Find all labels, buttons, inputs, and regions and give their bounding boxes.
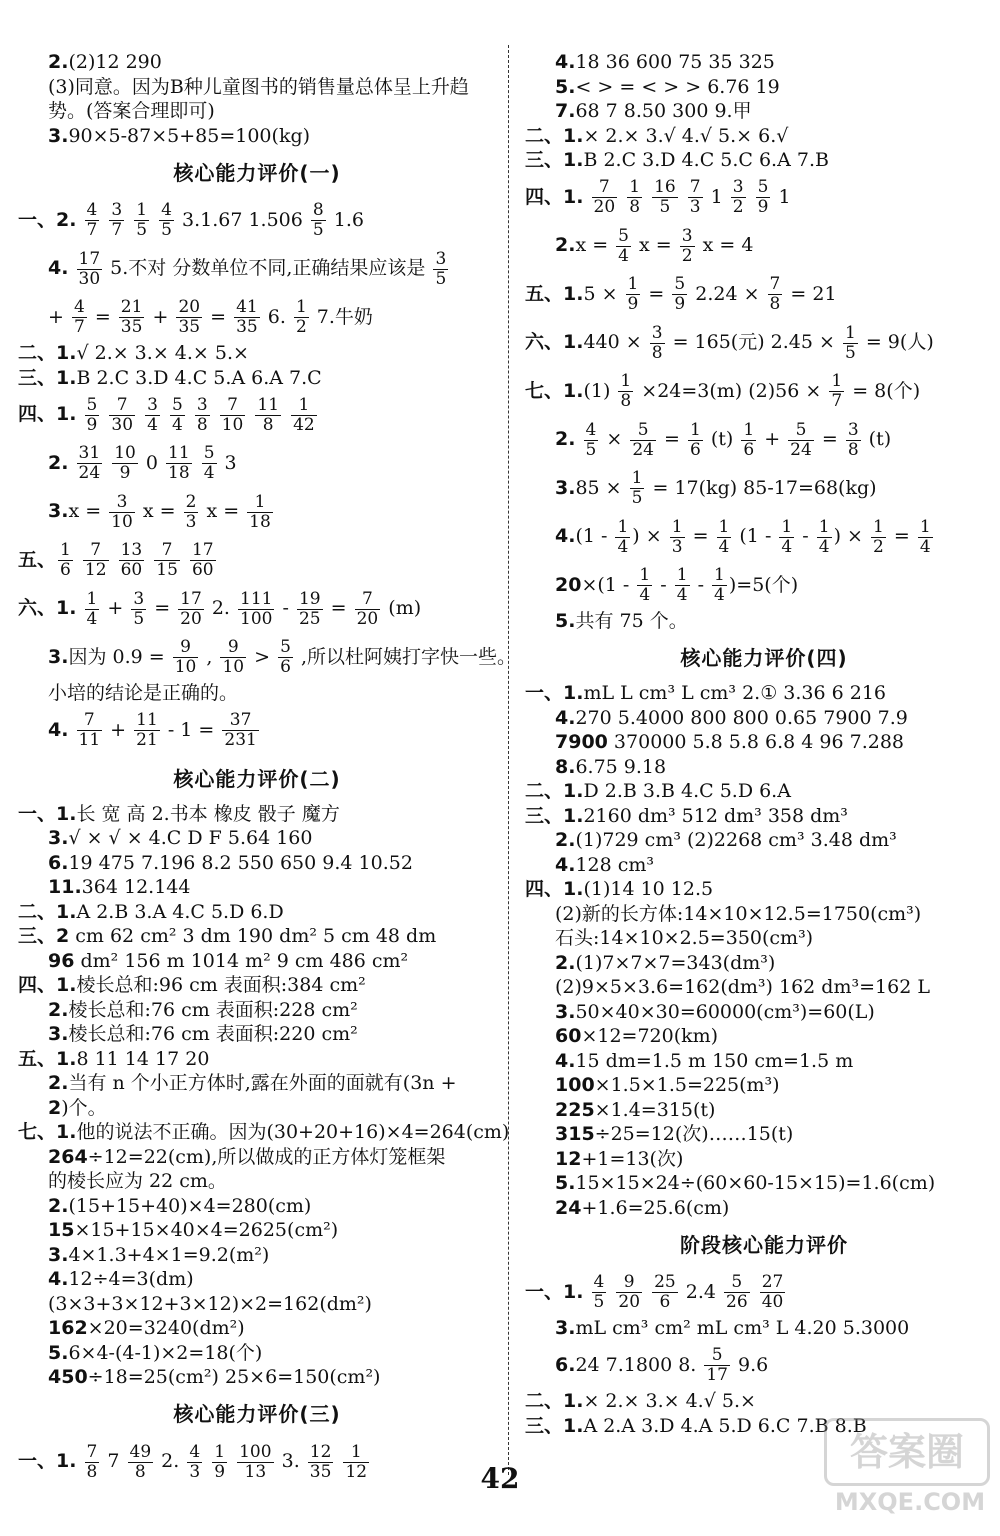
answer-line: 二、1.√ 2.× 3.× 4.× 5.× [18, 342, 249, 364]
fraction: $\frac{3}{8}$ [847, 419, 859, 460]
right-column [525, 50, 1000, 1438]
answer-line: 315÷25=12(次)……15(t) [555, 1123, 794, 1145]
answer-line: 8.6.75 9.18 [555, 755, 667, 778]
fraction: $\frac{41}{35}$ [236, 297, 258, 337]
answer-line: 2.棱长总和:76 cm 表面积:228 cm² [48, 998, 358, 1021]
fraction: $\frac{1}{4}$ [676, 565, 688, 605]
answer-line: 五、 $\frac{1}{6}$ $\frac{7}{12}$ $\frac{13}{60}$ $\frac{7}{15}$ $\frac{17}{60}$ [18, 540, 214, 580]
answer-line: 二、1.× 2.× 3.× 4.√ 5.× [525, 1390, 756, 1412]
fraction: $\frac{10}{9}$ [114, 443, 136, 483]
answer-line: 4.18 36 600 75 35 325 [555, 51, 775, 73]
answer-line: 七、1.(1) $\frac{1}{8}$ ×24=3(m) (2)56 × $\frac{1}{7}$ = 8(个) [525, 371, 921, 411]
answer-line: 三、1.B 2.C 3.D 4.C 5.C 6.A 7.B [525, 149, 829, 171]
answer-line: 6.19 475 7.196 8.2 550 650 9.4 10.52 [48, 851, 413, 874]
answer-line: 4.270 5.4000 800 800 0.65 7900 7.9 [555, 706, 908, 729]
fraction: $\frac{1}{6}$ [689, 419, 701, 460]
fraction: $\frac{4}{7}$ [73, 297, 85, 337]
fraction: $\frac{12}{35}$ [309, 1441, 332, 1482]
fraction: $\frac{5}{26}$ [726, 1272, 748, 1312]
fraction: $\frac{3}{2}$ [681, 225, 693, 266]
fraction: $\frac{17}{60}$ [191, 540, 214, 580]
answer-line: 二、1.D 2.B 3.B 4.C 5.D 6.A [525, 780, 791, 802]
fraction: $\frac{1}{12}$ [345, 1441, 368, 1482]
answer-line: 450÷18=25(cm²) 25×6=150(cm²) [48, 1366, 381, 1388]
answer-line: 2)个。 [48, 1096, 107, 1119]
answer-line: 小培的结论是正确的。 [48, 682, 239, 704]
page-number: 42 [480, 1462, 520, 1495]
answer-line: 四、1.棱长总和:96 cm 表面积:384 cm² [18, 974, 366, 996]
fraction: $\frac{3}{5}$ [133, 588, 145, 629]
fraction: $\frac{3}{2}$ [732, 177, 744, 217]
answer-line: 100×1.5×1.5=225(m³) [555, 1074, 780, 1096]
answer-line: 4. $\frac{17}{30}$ 5.不对 分数单位不同,正确结果应该是 $\frac{3}{5}$ [48, 248, 447, 289]
answer-line: 2.当有 n 个小正方体时,露在外面的面就有(3n + [48, 1072, 457, 1094]
answer-line: 2.(15+15+40)×4=280(cm) [48, 1194, 312, 1217]
fraction: $\frac{1}{5}$ [844, 322, 856, 363]
fraction: $\frac{2}{3}$ [185, 491, 197, 532]
fraction: $\frac{7}{20}$ [593, 177, 616, 217]
answer-line: 20×(1 - $\frac{1}{4}$ - $\frac{1}{4}$ - $\frac{1}{4}$ )=5(个) [555, 565, 799, 605]
fraction: $\frac{5}{24}$ [632, 419, 654, 460]
answer-line: 2. $\frac{4}{5}$ × $\frac{5}{24}$ = $\frac{1}{6}$ (t) $\frac{1}{6}$ + $\frac{5}{24}$ = $\frac{3}{8}$ (t) [555, 419, 892, 460]
fraction: $\frac{1}{6}$ [743, 419, 755, 460]
fraction: $\frac{1}{5}$ [136, 200, 148, 240]
answer-line: 五、1.8 11 14 17 20 [18, 1047, 210, 1070]
fraction: $\frac{111}{100}$ [240, 588, 273, 629]
left-column [18, 50, 517, 1486]
answer-line: 5.共有 75 个。 [555, 610, 688, 632]
fraction: $\frac{31}{24}$ [78, 443, 101, 483]
fraction: $\frac{1}{8}$ [620, 371, 632, 411]
answer-line: 12+1=13(次) [555, 1147, 684, 1170]
answer-line: 4.128 cm³ [555, 853, 655, 876]
fraction: $\frac{1}{4}$ [639, 565, 651, 605]
fraction: $\frac{1}{8}$ [629, 177, 641, 217]
fraction: $\frac{3}{8}$ [196, 394, 208, 435]
fraction: $\frac{8}{5}$ [312, 200, 324, 240]
answer-line: 七、1.他的说法不正确。因为(30+20+16)×4=264(cm) [18, 1121, 510, 1143]
answer-line: 六、1.440 × $\frac{3}{8}$ = 165(元) 2.45 × $\frac{1}{5}$ = 9(人) [525, 322, 934, 363]
answer-line: 二、1.× 2.× 3.√ 4.√ 5.× 6.√ [525, 124, 789, 147]
fraction: $\frac{25}{6}$ [654, 1272, 676, 1312]
answer-line: 三、1.B 2.C 3.D 4.C 5.A 6.A 7.C [18, 366, 322, 389]
fraction: $\frac{9}{10}$ [174, 637, 197, 677]
answer-line: 5.< > = < > > 6.76 19 [555, 75, 780, 98]
fraction: $\frac{1}{42}$ [293, 394, 315, 435]
section-title: 核心能力评价(三) [173, 1402, 341, 1426]
fraction: $\frac{17}{20}$ [180, 588, 202, 629]
fraction: $\frac{1}{9}$ [627, 274, 639, 314]
answer-line: (3)同意。因为B种儿童图书的销售量总体呈上升趋 [48, 75, 469, 98]
answer-line: 3.50×40×30=60000(cm³)=60(L) [555, 1000, 875, 1023]
fraction: $\frac{5}{9}$ [86, 394, 98, 435]
answer-line: 三、2 cm 62 cm² 3 dm 190 dm² 5 cm 48 dm [18, 925, 437, 947]
answer-line: 7900 370000 5.8 5.8 6.8 4 96 7.288 [555, 731, 905, 753]
answer-line: 96 dm² 156 m 1014 m² 9 cm 486 cm² [48, 949, 409, 972]
fraction: $\frac{4}{5}$ [161, 200, 172, 240]
answer-line: 3.4×1.3+4×1=9.2(m²) [48, 1243, 270, 1266]
answer-line: 5.15×15×24÷(60×60-15×15)=1.6(cm) [555, 1172, 936, 1194]
fraction: $\frac{1}{4}$ [86, 588, 98, 629]
answer-line: 三、1.2160 dm³ 512 dm³ 358 dm³ [525, 804, 848, 827]
fraction: $\frac{1}{5}$ [631, 468, 643, 508]
fraction: $\frac{5}{24}$ [790, 419, 812, 460]
fraction: $\frac{37}{231}$ [224, 710, 257, 750]
answer-line: 15×15+15×40×4=2625(cm²) [48, 1219, 339, 1241]
fraction: $\frac{11}{8}$ [257, 394, 280, 435]
answer-line: 2.(2)12 290 [48, 51, 162, 73]
section-title: 核心能力评价(二) [173, 766, 341, 791]
fraction: $\frac{1}{4}$ [617, 516, 629, 557]
fraction: $\frac{7}{8}$ [86, 1441, 98, 1482]
fraction: $\frac{4}{7}$ [86, 200, 98, 240]
answer-line: 四、1. $\frac{5}{9}$ $\frac{7}{30}$ $\frac{3}{4}$ $\frac{5}{4}$ $\frac{3}{8}$ $\frac{7}{10}$ $\frac{11}{8}$ $\frac{1}{42}$ [18, 394, 315, 435]
fraction: $\frac{1}{9}$ [214, 1441, 226, 1482]
answer-line: 一、1. $\frac{4}{5}$ $\frac{9}{20}$ $\frac{25}{6}$ 2.4 $\frac{5}{26}$ $\frac{27}{40}$ [525, 1272, 784, 1312]
fraction: $\frac{4}{3}$ [189, 1441, 201, 1482]
answer-line: 四、1. $\frac{7}{20}$ $\frac{1}{8}$ $\frac{16}{5}$ $\frac{7}{3}$ 1 $\frac{3}{2}$ $\frac{5}{9}$ 1 [525, 177, 791, 217]
watermark-url: MXQE.COM [834, 1488, 986, 1516]
answer-line: 7.68 7 8.50 300 9.甲 [555, 100, 752, 122]
fraction: $\frac{16}{5}$ [654, 177, 676, 217]
column-divider [508, 45, 509, 1475]
answer-line: 的棱长应为 22 cm。 [48, 1170, 227, 1192]
fraction: $\frac{7}{8}$ [769, 274, 781, 314]
fraction: $\frac{1}{4}$ [781, 516, 793, 557]
answer-line: 一、2. $\frac{4}{7}$ $\frac{3}{7}$ $\frac{1}{5}$ $\frac{4}{5}$ 3.1.67 1.506 $\frac{8}{5}$ 1.6 [18, 200, 364, 240]
answer-line: 四、1.(1)14 10 12.5 [525, 878, 714, 900]
answer-line: 六、1. $\frac{1}{4}$ + $\frac{3}{5}$ = $\frac{17}{20}$ 2. $\frac{111}{100}$ - $\frac{19}{25}$ = $\frac{7}{20}$ (m) [18, 588, 422, 629]
fraction: $\frac{3}{8}$ [651, 322, 663, 363]
answer-line: + $\frac{4}{7}$ = $\frac{21}{35}$ + $\frac{20}{35}$ = $\frac{41}{35}$ 6. $\frac{1}{2}$ 7.牛奶 [48, 297, 373, 337]
answer-line: 一、1. $\frac{7}{8}$ 7 $\frac{49}{8}$ 2. $\frac{4}{3}$ $\frac{1}{9}$ $\frac{100}{13}$ 3. $\frac{12}{35}$ $\frac{1}{12}$ [18, 1441, 368, 1482]
answer-line: 三、1.A 2.A 3.D 4.A 5.D 6.C 7.B 8.B [525, 1414, 867, 1437]
fraction: $\frac{1}{7}$ [831, 371, 843, 411]
fraction: $\frac{9}{20}$ [618, 1272, 641, 1312]
answer-line: 225×1.4=315(t) [555, 1098, 716, 1121]
fraction: $\frac{1}{3}$ [671, 516, 683, 557]
fraction: $\frac{1}{2}$ [872, 516, 884, 557]
answer-line: 3.√ × √ × 4.C D F 5.64 160 [48, 827, 313, 849]
fraction: $\frac{19}{25}$ [298, 588, 321, 629]
answer-line: 势。(答案合理即可) [48, 100, 215, 122]
answer-line: 3.90×5-87×5+85=100(kg) [48, 124, 311, 147]
fraction: $\frac{5}{9}$ [757, 177, 769, 217]
fraction: $\frac{1}{4}$ [718, 516, 730, 557]
answer-line: 4. $\frac{7}{11}$ + $\frac{11}{21}$ - 1 = $\frac{37}{231}$ [48, 710, 257, 750]
section-title: 核心能力评价(四) [680, 646, 848, 670]
answer-line: 6.24 7.1800 8. $\frac{5}{17}$ 9.6 [555, 1345, 769, 1385]
fraction: $\frac{5}{4}$ [618, 225, 629, 266]
fraction: $\frac{4}{5}$ [593, 1272, 605, 1312]
fraction: $\frac{1}{4}$ [714, 565, 725, 605]
fraction: $\frac{1}{4}$ [919, 516, 931, 557]
fraction: $\frac{13}{60}$ [120, 540, 143, 580]
fraction: $\frac{7}{11}$ [78, 710, 101, 750]
answer-line: 5.6×4-(4-1)×2=18(个) [48, 1341, 263, 1364]
fraction: $\frac{7}{30}$ [111, 394, 134, 435]
answer-line: 一、1.mL L cm³ L cm³ 2.① 3.36 6 216 [525, 682, 887, 704]
fraction: $\frac{5}{4}$ [203, 443, 215, 483]
fraction: $\frac{3}{4}$ [147, 394, 158, 435]
answer-line: 264÷12=22(cm),所以做成的正方体灯笼框架 [48, 1145, 446, 1168]
fraction: $\frac{4}{5}$ [585, 419, 597, 460]
watermark-logo: 答案圈 [824, 1418, 990, 1486]
section-title: 阶段核心能力评价 [680, 1232, 848, 1257]
answer-line: 3.85 × $\frac{1}{5}$ = 17(kg) 85-17=68(kg) [555, 468, 877, 508]
fraction: $\frac{7}{20}$ [356, 588, 379, 629]
section-title: 核心能力评价(一) [173, 160, 341, 185]
fraction: $\frac{7}{15}$ [156, 540, 178, 580]
fraction: $\frac{11}{18}$ [168, 443, 190, 483]
answer-line: 60×12=720(km) [555, 1025, 719, 1047]
answer-line: (2)9×5×3.6=162(dm³) 162 dm³=162 L [555, 976, 930, 998]
fraction: $\frac{11}{21}$ [136, 710, 158, 750]
answer-line: 2. $\frac{31}{24}$ $\frac{10}{9}$ 0 $\frac{11}{18}$ $\frac{5}{4}$ 3 [48, 443, 237, 483]
fraction: $\frac{1}{2}$ [295, 297, 307, 337]
answer-line: 3.x = $\frac{3}{10}$ x = $\frac{2}{3}$ x = $\frac{1}{18}$ [48, 491, 271, 532]
answer-line: 4.(1 - $\frac{1}{4}$ ) × $\frac{1}{3}$ = $\frac{1}{4}$ (1 - $\frac{1}{4}$ - $\frac{1}{4}$ ) × $\frac{1}{2}$ = $\frac{1}{4}$ [555, 516, 931, 557]
fraction: $\frac{17}{30}$ [78, 248, 101, 289]
answer-line: 二、1.A 2.B 3.A 4.C 5.D 6.D [18, 900, 284, 923]
fraction: $\frac{27}{40}$ [761, 1272, 784, 1312]
answer-line: 2.(1)729 cm³ (2)2268 cm³ 3.48 dm³ [555, 829, 897, 851]
fraction: $\frac{5}{9}$ [674, 274, 686, 314]
fraction: $\frac{21}{35}$ [120, 297, 143, 337]
answer-line: 3.因为 0.9 = $\frac{9}{10}$ , $\frac{9}{10}$ > $\frac{5}{6}$ ,所以杜阿姨打字快一些。 [48, 637, 517, 677]
fraction: $\frac{1}{4}$ [818, 516, 830, 557]
fraction: $\frac{7}{3}$ [689, 177, 701, 217]
fraction: $\frac{5}{17}$ [706, 1345, 728, 1385]
fraction: $\frac{7}{10}$ [221, 394, 244, 435]
fraction: $\frac{49}{8}$ [129, 1441, 152, 1482]
answer-line: 4.15 dm=1.5 m 150 cm=1.5 m [555, 1049, 854, 1072]
fraction: $\frac{20}{35}$ [178, 297, 201, 337]
fraction: $\frac{1}{18}$ [249, 491, 271, 532]
answer-line: 五、1.5 × $\frac{1}{9}$ = $\frac{5}{9}$ 2.24 × $\frac{7}{8}$ = 21 [525, 274, 837, 314]
answer-line: 11.364 12.144 [48, 876, 191, 898]
fraction: $\frac{5}{4}$ [171, 394, 183, 435]
answer-line: 24+1.6=25.6(cm) [555, 1196, 730, 1219]
answer-line: 一、1.长 宽 高 2.书本 橡皮 骰子 魔方 [18, 802, 340, 825]
answer-line: 石头:14×10×2.5=350(cm³) [555, 927, 814, 949]
fraction: $\frac{5}{6}$ [280, 637, 291, 677]
answer-line: 2.x = $\frac{5}{4}$ x = $\frac{3}{2}$ x = 4 [555, 225, 754, 266]
fraction: $\frac{7}{12}$ [84, 540, 107, 580]
fraction: $\frac{9}{10}$ [222, 637, 245, 677]
answer-line: 3.棱长总和:76 cm 表面积:220 cm² [48, 1023, 358, 1045]
fraction: $\frac{1}{6}$ [60, 540, 71, 580]
fraction: $\frac{3}{10}$ [111, 491, 133, 532]
answer-line: 4.12÷4=3(dm) [48, 1268, 194, 1290]
answer-line: 3.mL cm³ cm² mL cm³ L 4.20 5.3000 [555, 1317, 910, 1339]
answer-line: (2)新的长方体:14×10×12.5=1750(cm³) [555, 902, 922, 925]
fraction: $\frac{3}{5}$ [435, 248, 447, 289]
answer-line: 162×20=3240(dm²) [48, 1317, 245, 1339]
fraction: $\frac{100}{13}$ [239, 1441, 272, 1482]
watermark [825, 1418, 990, 1528]
answer-line: (3×3+3×12+3×12)×2=162(dm²) [48, 1292, 372, 1315]
answer-line: 2.(1)7×7×7=343(dm³) [555, 951, 776, 974]
fraction: $\frac{3}{7}$ [111, 200, 123, 240]
